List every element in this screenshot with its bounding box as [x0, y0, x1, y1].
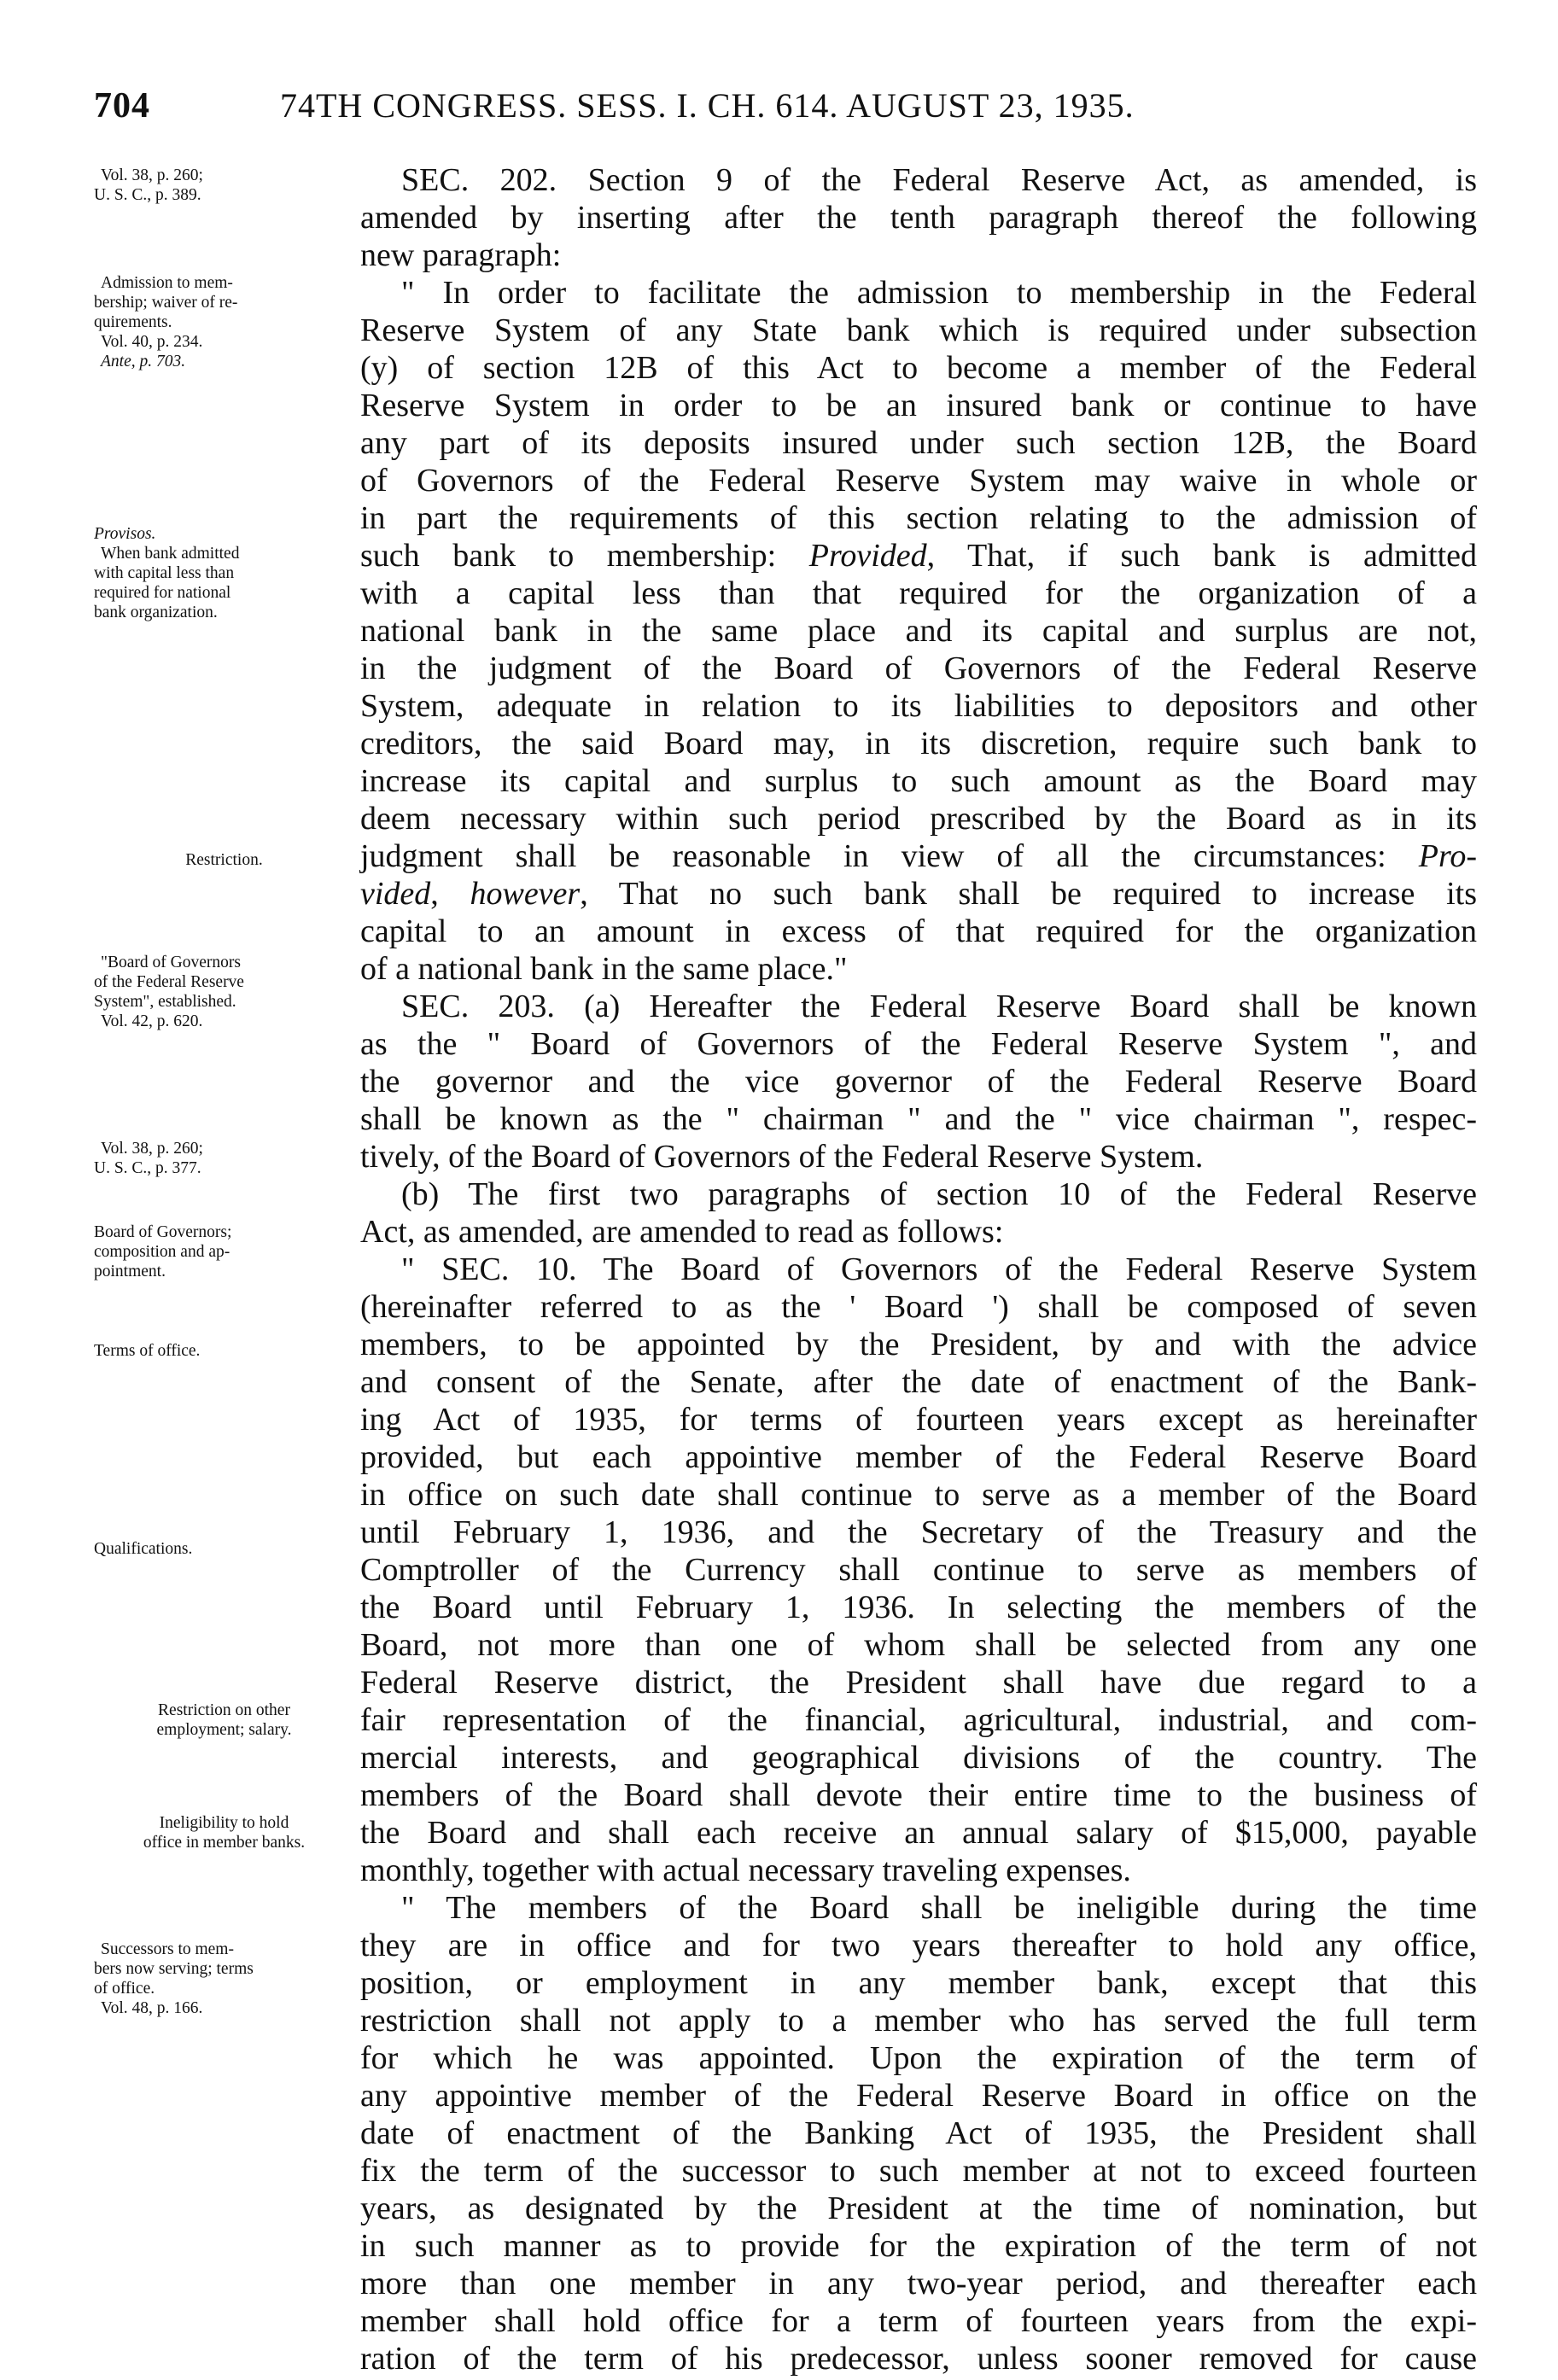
text-line: SEC. 203. (a) Hereafter the Federal Reserve Board shall be known	[401, 989, 1477, 1024]
text-line: members, to be appointed by the President, by and with the advice	[360, 1327, 1477, 1362]
text-line: amended by inserting after the tenth paragraph thereof the following	[360, 200, 1477, 236]
running-title: 74TH CONGRESS. SESS. I. CH. 614. AUGUST 23, 1935.	[280, 86, 1135, 125]
text-line: any part of its deposits insured under such section 12B, the Board	[360, 425, 1477, 461]
margin-note-board-established: "Board of Governors of the Federal Reserve System", established. Vol. 42, p. 620.	[94, 954, 244, 1030]
text-line: national bank in the same place and its capital and surplus are not,	[360, 613, 1477, 649]
text-line: the Board and shall each receive an annual salary of $15,000, payable	[360, 1815, 1477, 1851]
text-line: deem necessary within such period prescribed by the Board as in its	[360, 801, 1477, 837]
text-line: fair representation of the financial, agricultural, industrial, and com-	[360, 1702, 1477, 1738]
text-line: Reserve System in order to be an insured bank or continue to have	[360, 388, 1477, 423]
margin-note-successors: Successors to mem- bers now serving; terms of office. Vol. 48, p. 166.	[94, 1940, 254, 2017]
margin-note-restriction: Restriction.	[185, 851, 263, 869]
text-line: Comptroller of the Currency shall continue to serve as members of	[360, 1552, 1477, 1588]
text-line: fix the term of the successor to such member at not to exceed fourteen	[360, 2153, 1477, 2189]
text-line: SEC. 202. Section 9 of the Federal Reserve Act, as amended, is	[401, 162, 1477, 198]
page-content	[94, 160, 1477, 2377]
text-line: tively, of the Board of Governors of the Federal Reserve System.	[360, 1139, 1204, 1175]
text-line: in the judgment of the Board of Governors of the Federal Reserve	[360, 650, 1477, 686]
text-line: System, adequate in relation to its liabilities to depositors and other	[360, 688, 1477, 724]
text-line: for which he was appointed. Upon the expiration of the term of	[360, 2040, 1477, 2076]
text-line: with a capital less than that required for the organization of a	[360, 575, 1477, 611]
margin-notes	[94, 160, 359, 2346]
text-line: capital to an amount in excess of that required for the organization	[360, 913, 1477, 949]
margin-note-citation: Vol. 38, p. 260; U. S. C., p. 389.	[94, 166, 203, 204]
margin-note-composition: Board of Governors; composition and ap- pointment.	[94, 1223, 232, 1280]
text-line: judgment shall be reasonable in view of all the circumstances: Pro-	[360, 838, 1477, 874]
text-line: " SEC. 10. The Board of Governors of the Federal Reserve System	[401, 1251, 1477, 1287]
margin-note-employment: Restriction on other employment; salary.	[156, 1701, 292, 1739]
text-line: provided, but each appointive member of the Federal Reserve Board	[360, 1439, 1477, 1475]
text-line: (y) of section 12B of this Act to become a member of the Federal	[360, 350, 1477, 386]
text-line: shall be known as the " chairman " and the " vice chairman ", respec-	[360, 1101, 1477, 1137]
margin-note-terms: Terms of office.	[94, 1342, 201, 1360]
text-line: restriction shall not apply to a member who has served the full term	[360, 2003, 1477, 2039]
margin-note-qualifications: Qualifications.	[94, 1540, 193, 1558]
page-header	[94, 85, 1477, 137]
text-line: ration of the term of his predecessor, unless sooner removed for cause	[360, 2341, 1477, 2377]
margin-note-admission: Admission to mem- bership; waiver of re- quirements. Vol. 40, p. 234. Ante, p. 703.	[94, 274, 238, 370]
text-line: of a national bank in the same place."	[360, 951, 848, 987]
text-line: in part the requirements of this section relating to the admission of	[360, 500, 1477, 536]
text-line: date of enactment of the Banking Act of 1935, the President shall	[360, 2115, 1477, 2151]
text-line: and consent of the Senate, after the date of enactment of the Bank-	[360, 1364, 1477, 1400]
text-line: until February 1, 1936, and the Secretary of the Treasury and the	[360, 1514, 1477, 1550]
text-line: creditors, the said Board may, in its discretion, require such bank to	[360, 726, 1477, 761]
text-line: member shall hold office for a term of fourteen years from the expi-	[360, 2303, 1477, 2339]
margin-note-provisos: Provisos. When bank admitted with capital less than required for national bank organization.	[94, 525, 240, 621]
text-line: Board, not more than one of whom shall be selected from any one	[360, 1627, 1477, 1663]
text-line: vided, however, That no such bank shall be required to increase its	[360, 876, 1477, 912]
margin-note-ineligibility: Ineligibility to hold office in member banks.	[143, 1814, 306, 1852]
text-line: (b) The first two paragraphs of section 10 of the Federal Reserve	[401, 1176, 1477, 1212]
text-line: position, or employment in any member bank, except that this	[360, 1965, 1477, 2001]
text-line: " The members of the Board shall be ineligible during the time	[401, 1890, 1477, 1926]
text-line: the Board until February 1, 1936. In selecting the members of the	[360, 1590, 1477, 1625]
text-line: in office on such date shall continue to serve as a member of the Board	[360, 1477, 1477, 1513]
text-line: years, as designated by the President at the time of nomination, but	[360, 2190, 1477, 2226]
margin-note-citation-2: Vol. 38, p. 260; U. S. C., p. 377.	[94, 1140, 203, 1177]
text-line: Act, as amended, are amended to read as follows:	[360, 1214, 1004, 1250]
text-line: mercial interests, and geographical divisions of the country. The	[360, 1740, 1477, 1776]
text-line: any appointive member of the Federal Reserve Board in office on the	[360, 2078, 1477, 2114]
statute-text	[360, 160, 1477, 2377]
text-line: Reserve System of any State bank which is required under subsection	[360, 312, 1477, 348]
text-line: ing Act of 1935, for terms of fourteen years except as hereinafter	[360, 1402, 1477, 1438]
text-line: the governor and the vice governor of the Federal Reserve Board	[360, 1064, 1477, 1100]
text-line: new paragraph:	[360, 237, 562, 273]
text-line: more than one member in any two-year period, and thereafter each	[360, 2266, 1477, 2301]
text-line: in such manner as to provide for the expiration of the term of not	[360, 2228, 1477, 2264]
text-line: members of the Board shall devote their entire time to the business of	[360, 1777, 1477, 1813]
text-line: increase its capital and surplus to such amount as the Board may	[360, 763, 1477, 799]
text-line: " In order to facilitate the admission to membership in the Federal	[401, 275, 1477, 311]
text-line: monthly, together with actual necessary traveling expenses.	[360, 1852, 1131, 1888]
text-line: as the " Board of Governors of the Federal Reserve System ", and	[360, 1026, 1477, 1062]
text-line: of Governors of the Federal Reserve System may waive in whole or	[360, 463, 1477, 499]
text-line: such bank to membership: Provided, That, if such bank is admitted	[360, 538, 1477, 574]
page-number: 704	[94, 86, 150, 125]
text-line: Federal Reserve district, the President shall have due regard to a	[360, 1665, 1477, 1700]
text-line: (hereinafter referred to as the ' Board ') shall be composed of seven	[360, 1289, 1477, 1325]
text-line: they are in office and for two years thereafter to hold any office,	[360, 1928, 1477, 1963]
